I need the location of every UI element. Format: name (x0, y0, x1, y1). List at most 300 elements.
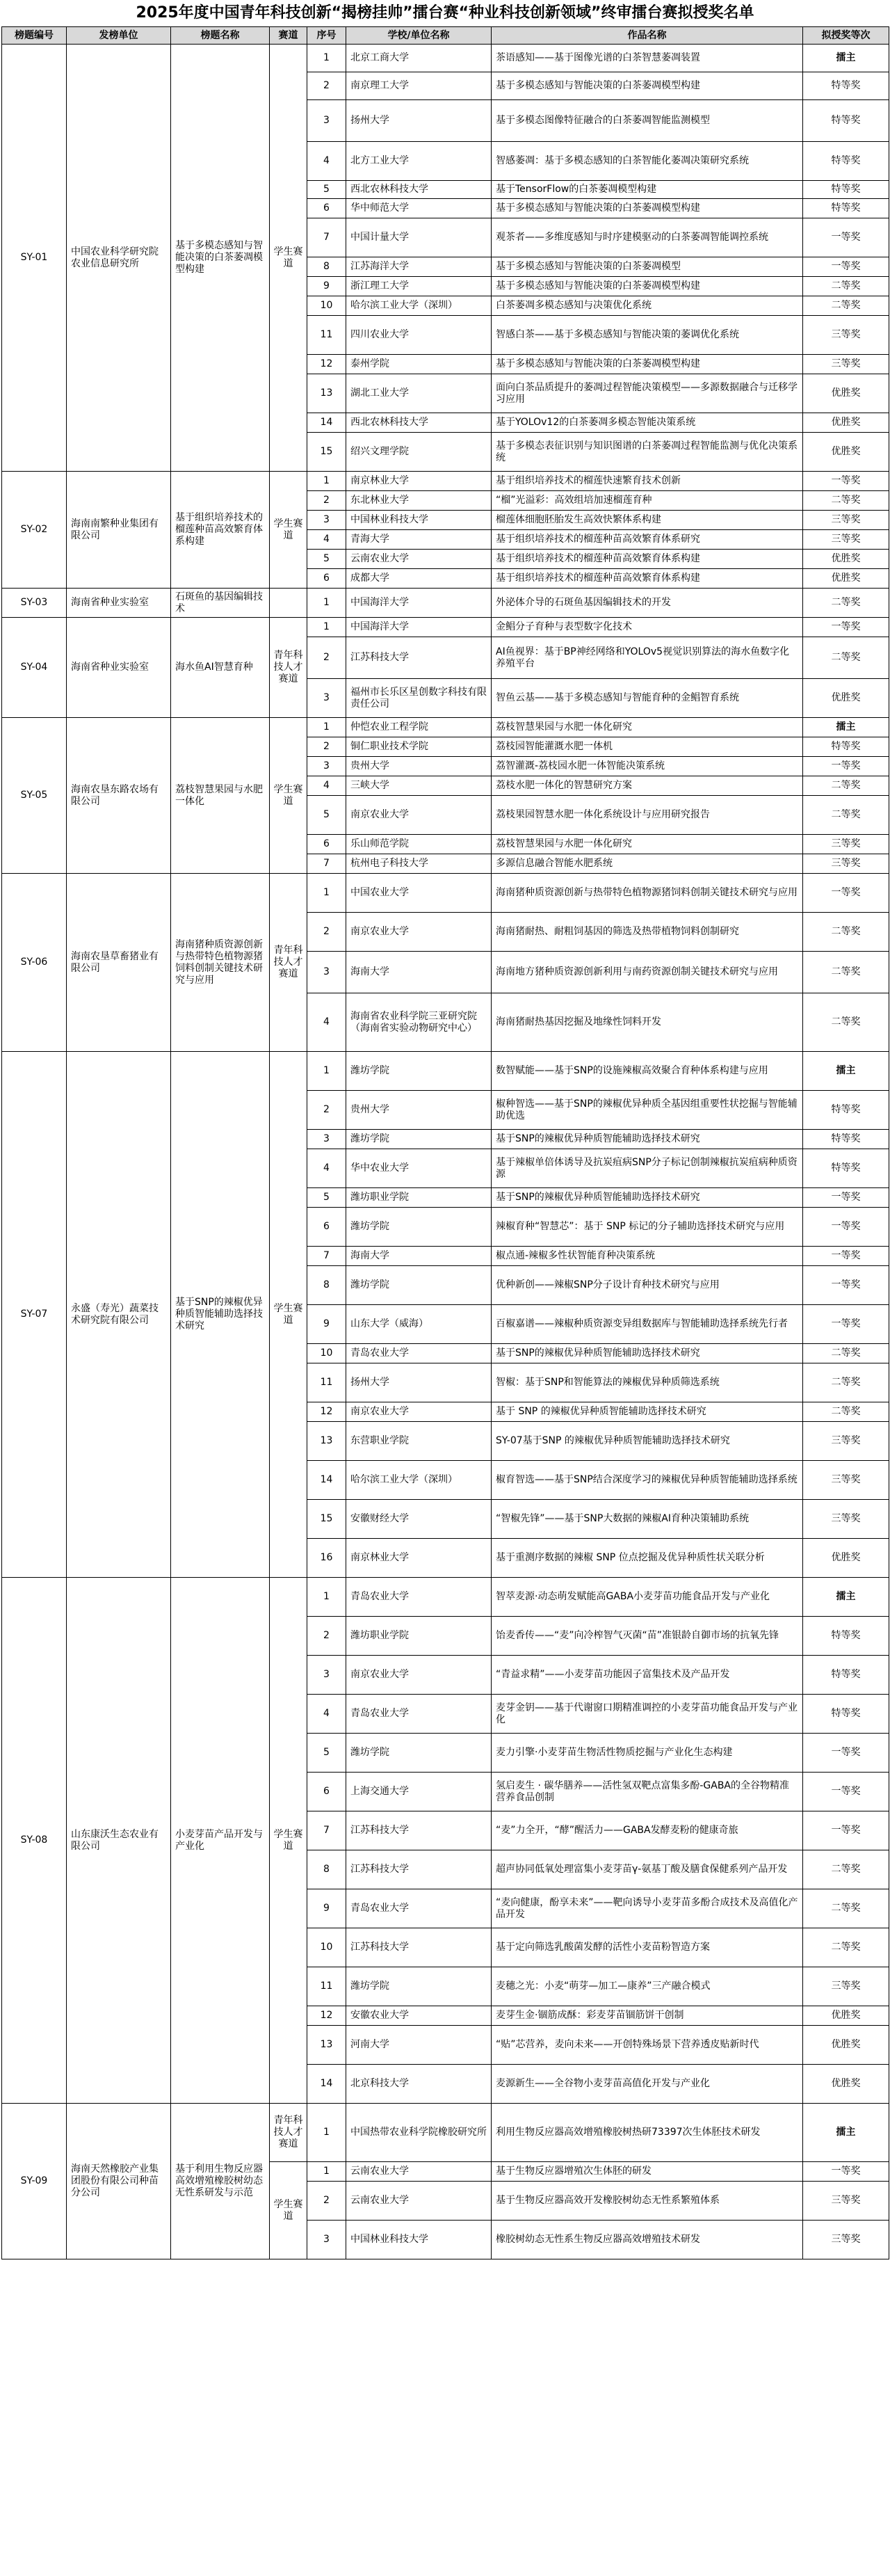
award-cell: 一等奖 (803, 2162, 889, 2182)
index-cell: 2 (307, 737, 346, 757)
school-cell: 乐山师范学院 (346, 835, 492, 854)
school-cell: 西北农林科技大学 (346, 181, 492, 199)
work-cell: 观茶者——多维度感知与时序建模驱动的白茶萎凋智能调控系统 (492, 218, 803, 257)
work-cell: 百椒嘉谱——辣椒种质资源变异组数据库与智能辅助选择系统先行者 (492, 1305, 803, 1344)
index-cell: 4 (307, 993, 346, 1052)
school-cell: 泰州学院 (346, 355, 492, 374)
work-cell: 超声协同低氧处理富集小麦芽苗γ-氨基丁酸及膳食保健系列产品开发 (492, 1850, 803, 1889)
award-cell: 二等奖 (803, 589, 889, 618)
work-cell: 基于TensorFlow的白茶萎凋模型构建 (492, 181, 803, 199)
work-cell: 麦穗之光：小麦“萌芽—加工—康养”三产融合模式 (492, 1967, 803, 2006)
work-cell: 基于SNP的辣椒优异种质智能辅助选择技术研究 (492, 1130, 803, 1149)
award-cell: 优胜奖 (803, 550, 889, 569)
school-cell: 海南大学 (346, 1247, 492, 1266)
work-cell: “榴”光溢彩：高效组培加速榴莲育种 (492, 491, 803, 511)
award-cell: 擂主 (803, 1578, 889, 1617)
school-cell: 青岛农业大学 (346, 1578, 492, 1617)
work-cell: “麦”力全开，“酵”醒活力——GABA发酵麦粉的健康奇旅 (492, 1811, 803, 1850)
index-cell: 6 (307, 1208, 346, 1247)
award-cell: 特等奖 (803, 1617, 889, 1656)
school-cell: 南京农业大学 (346, 1656, 492, 1695)
work-cell: 外泌体介导的石斑鱼基因编辑技术的开发 (492, 589, 803, 618)
index-cell: 12 (307, 2006, 346, 2026)
school-cell: 贵州大学 (346, 1091, 492, 1130)
work-cell: 海南猪耐热、耐粗饲基因的筛选及热带植物饲料创制研究 (492, 913, 803, 952)
index-cell: 13 (307, 2026, 346, 2065)
award-cell: 二等奖 (803, 637, 889, 679)
award-cell: 优胜奖 (803, 2006, 889, 2026)
award-cell: 三等奖 (803, 511, 889, 530)
table-row (2, 472, 889, 491)
work-cell: 面向白茶品质提升的萎凋过程智能决策模型——多源数据融合与迁移学习应用 (492, 374, 803, 413)
school-cell: 哈尔滨工业大学（深圳） (346, 1461, 492, 1500)
work-cell: 氢启麦生 · 碳华膳养——活性氢双靶点富集多酚-GABA的全谷物精准营养食品创制 (492, 1773, 803, 1811)
award-cell: 特等奖 (803, 1656, 889, 1695)
track-cell: 学生赛道 (270, 2162, 307, 2259)
work-cell: “青益求精”——小麦芽苗功能因子富集技术及产品开发 (492, 1656, 803, 1695)
award-cell: 特等奖 (803, 142, 889, 181)
index-cell: 10 (307, 1344, 346, 1363)
school-cell: 浙江理工大学 (346, 277, 492, 296)
work-cell: 椒点通-辣椒多性状智能育种决策系统 (492, 1247, 803, 1266)
school-cell: 铜仁职业技术学院 (346, 737, 492, 757)
issuer-cell: 海南南繁种业集团有限公司 (67, 472, 171, 589)
index-cell: 14 (307, 413, 346, 433)
topic-id-cell: SY-01 (2, 45, 67, 472)
award-cell: 特等奖 (803, 1695, 889, 1734)
issuer-cell: 永盛（寿光）蔬菜技术研究院有限公司 (67, 1052, 171, 1578)
school-cell: 安徽财经大学 (346, 1500, 492, 1539)
work-cell: “麦向健康，酚享未来”——靶向诱导小麦芽苗多酚合成技术及高值化产品开发 (492, 1889, 803, 1928)
award-cell: 二等奖 (803, 1363, 889, 1402)
award-cell: 擂主 (803, 1052, 889, 1091)
school-cell: 青海大学 (346, 530, 492, 550)
track-cell (270, 589, 307, 618)
award-cell: 三等奖 (803, 835, 889, 854)
award-cell: 特等奖 (803, 1130, 889, 1149)
index-cell: 1 (307, 1578, 346, 1617)
school-cell: 潍坊学院 (346, 1208, 492, 1247)
topic-name-cell: 海水鱼AI智慧育种 (171, 618, 270, 718)
award-cell: 三等奖 (803, 1967, 889, 2006)
work-cell: 荔枝智慧果园与水肥一体化研究 (492, 718, 803, 737)
header-topic-name: 榜题名称 (171, 27, 270, 45)
work-cell: AI鱼视界：基于BP神经网络和YOLOv5视觉识别算法的海水鱼数字化养殖平台 (492, 637, 803, 679)
work-cell: 智萃麦源·动态萌发赋能高GABA小麦芽苗功能食品开发与产业化 (492, 1578, 803, 1617)
header-school: 学校/单位名称 (346, 27, 492, 45)
award-cell: 三等奖 (803, 316, 889, 355)
work-cell: 基于组织培养技术的榴莲快速繁育技术创新 (492, 472, 803, 491)
work-cell: 荔枝智慧果园与水肥一体化研究 (492, 835, 803, 854)
index-cell: 5 (307, 1734, 346, 1773)
school-cell: 哈尔滨工业大学（深圳） (346, 296, 492, 316)
school-cell: 杭州电子科技大学 (346, 854, 492, 874)
work-cell: 椒育智选——基于SNP结合深度学习的辣椒优异种质智能辅助选择系统 (492, 1461, 803, 1500)
work-cell: 榴莲体细胞胚胎发生高效快繁体系构建 (492, 511, 803, 530)
work-cell: SY-07基于SNP 的辣椒优异种质智能辅助选择技术研究 (492, 1422, 803, 1461)
work-cell: 基于多模态感知与智能决策的白茶萎凋模型 (492, 257, 803, 277)
work-cell: 基于SNP的辣椒优异种质智能辅助选择技术研究 (492, 1344, 803, 1363)
work-cell: 海南猪耐热基因挖掘及地缘性饲料开发 (492, 993, 803, 1052)
topic-id-cell: SY-07 (2, 1052, 67, 1578)
index-cell: 2 (307, 637, 346, 679)
school-cell: 北京工商大学 (346, 45, 492, 72)
school-cell: 北京科技大学 (346, 2065, 492, 2104)
track-cell: 学生赛道 (270, 1052, 307, 1578)
school-cell: 南京林业大学 (346, 472, 492, 491)
award-cell: 特等奖 (803, 1149, 889, 1188)
school-cell: 扬州大学 (346, 1363, 492, 1402)
index-cell: 2 (307, 491, 346, 511)
index-cell: 4 (307, 1149, 346, 1188)
table-row (2, 2104, 889, 2162)
award-cell: 三等奖 (803, 355, 889, 374)
award-cell: 三等奖 (803, 2182, 889, 2221)
work-cell: 基于YOLOv12的白茶萎凋多模态智能决策系统 (492, 413, 803, 433)
award-cell: 一等奖 (803, 1208, 889, 1247)
track-cell: 青年科技人才赛道 (270, 2104, 307, 2162)
header-work: 作品名称 (492, 27, 803, 45)
award-cell: 三等奖 (803, 2221, 889, 2259)
topic-id-cell: SY-03 (2, 589, 67, 618)
school-cell: 云南农业大学 (346, 550, 492, 569)
school-cell: 北方工业大学 (346, 142, 492, 181)
award-cell: 优胜奖 (803, 374, 889, 413)
track-cell: 学生赛道 (270, 45, 307, 472)
award-cell: 二等奖 (803, 913, 889, 952)
index-cell: 1 (307, 589, 346, 618)
award-cell: 一等奖 (803, 257, 889, 277)
topic-id-cell: SY-08 (2, 1578, 67, 2104)
award-cell: 二等奖 (803, 491, 889, 511)
school-cell: 河南大学 (346, 2026, 492, 2065)
index-cell: 3 (307, 2221, 346, 2259)
award-cell: 二等奖 (803, 1850, 889, 1889)
award-cell: 一等奖 (803, 1773, 889, 1811)
school-cell: 安徽农业大学 (346, 2006, 492, 2026)
award-cell: 二等奖 (803, 1344, 889, 1363)
work-cell: 麦芽金钥——基于代谢窗口期精准调控的小麦芽苗功能食品开发与产业化 (492, 1695, 803, 1734)
school-cell: 贵州大学 (346, 757, 492, 776)
award-cell: 二等奖 (803, 1889, 889, 1928)
table-row (2, 874, 889, 913)
topic-name-cell: 基于多模态感知与智能决策的白茶萎凋模型构建 (171, 45, 270, 472)
issuer-cell: 海南省种业实验室 (67, 589, 171, 618)
issuer-cell: 海南省种业实验室 (67, 618, 171, 718)
award-cell: 特等奖 (803, 199, 889, 218)
school-cell: 湖北工业大学 (346, 374, 492, 413)
work-cell: 基于多模态感知与智能决策的白茶萎凋模型构建 (492, 277, 803, 296)
work-cell: 基于多模态感知与智能决策的白茶萎凋模型构建 (492, 355, 803, 374)
award-cell: 一等奖 (803, 1266, 889, 1305)
work-cell: 麦芽生金·锢筋成酥：彩麦芽苗锢筋饼干创制 (492, 2006, 803, 2026)
school-cell: 青岛农业大学 (346, 1889, 492, 1928)
header-issuer: 发榜单位 (67, 27, 171, 45)
award-cell: 优胜奖 (803, 2065, 889, 2104)
award-cell: 一等奖 (803, 874, 889, 913)
table-row (2, 718, 889, 737)
index-cell: 6 (307, 1773, 346, 1811)
table-row (2, 589, 889, 618)
index-cell: 3 (307, 511, 346, 530)
school-cell: 潍坊学院 (346, 1052, 492, 1091)
work-cell: 基于定向筛选乳酸菌发酵的活性小麦苗粉智造方案 (492, 1928, 803, 1967)
work-cell: 智椒：基于SNP和智能算法的辣椒优异种质筛选系统 (492, 1363, 803, 1402)
topic-name-cell: 基于组织培养技术的榴莲种苗高效繁育体系构建 (171, 472, 270, 589)
index-cell: 1 (307, 1052, 346, 1091)
index-cell: 1 (307, 2104, 346, 2162)
issuer-cell: 山东康沃生态农业有限公司 (67, 1578, 171, 2104)
index-cell: 10 (307, 1928, 346, 1967)
topic-id-cell: SY-02 (2, 472, 67, 589)
school-cell: 南京农业大学 (346, 796, 492, 835)
award-cell: 一等奖 (803, 1734, 889, 1773)
issuer-cell: 中国农业科学研究院农业信息研究所 (67, 45, 171, 472)
index-cell: 4 (307, 1695, 346, 1734)
index-cell: 2 (307, 2182, 346, 2221)
index-cell: 6 (307, 199, 346, 218)
school-cell: 福州市长乐区星创数字科技有限责任公司 (346, 679, 492, 718)
index-cell: 1 (307, 618, 346, 637)
school-cell: 江苏科技大学 (346, 1850, 492, 1889)
school-cell: 南京理工大学 (346, 72, 492, 100)
school-cell: 云南农业大学 (346, 2162, 492, 2182)
school-cell: 成都大学 (346, 569, 492, 589)
work-cell: 茶语感知——基于图像光谱的白茶智慧萎凋装置 (492, 45, 803, 72)
award-cell: 一等奖 (803, 472, 889, 491)
award-cell: 二等奖 (803, 1402, 889, 1422)
award-cell: 擂主 (803, 718, 889, 737)
index-cell: 5 (307, 550, 346, 569)
index-cell: 7 (307, 1247, 346, 1266)
school-cell: 中国热带农业科学院橡胶研究所 (346, 2104, 492, 2162)
issuer-cell: 海南天然橡胶产业集团股份有限公司种苗分公司 (67, 2104, 171, 2259)
index-cell: 11 (307, 1967, 346, 2006)
index-cell: 4 (307, 530, 346, 550)
topic-name-cell: 海南猪种质资源创新与热带特色植物源猪饲料创制关键技术研究与应用 (171, 874, 270, 1052)
header-award: 拟授奖等次 (803, 27, 889, 45)
index-cell: 4 (307, 776, 346, 796)
topic-name-cell: 基于SNP的辣椒优异种质智能辅助选择技术研究 (171, 1052, 270, 1578)
work-cell: 荔枝园智能灌溉水肥一体机 (492, 737, 803, 757)
topic-id-cell: SY-05 (2, 718, 67, 874)
table-row (2, 1578, 889, 1617)
index-cell: 13 (307, 1422, 346, 1461)
school-cell: 潍坊职业学院 (346, 1617, 492, 1656)
school-cell: 扬州大学 (346, 100, 492, 142)
school-cell: 南京农业大学 (346, 913, 492, 952)
index-cell: 3 (307, 1130, 346, 1149)
table-row (2, 1052, 889, 1091)
award-cell: 三等奖 (803, 1461, 889, 1500)
school-cell: 潍坊学院 (346, 1734, 492, 1773)
index-cell: 16 (307, 1539, 346, 1578)
award-cell: 优胜奖 (803, 433, 889, 472)
award-cell: 优胜奖 (803, 413, 889, 433)
school-cell: 云南农业大学 (346, 2182, 492, 2221)
school-cell: 华中师范大学 (346, 199, 492, 218)
work-cell: 智鱼云基——基于多模态感知与智能育种的金鲳智育系统 (492, 679, 803, 718)
award-cell: 特等奖 (803, 737, 889, 757)
index-cell: 14 (307, 2065, 346, 2104)
work-cell: 金鲳分子育种与表型数字化技术 (492, 618, 803, 637)
school-cell: 潍坊学院 (346, 1967, 492, 2006)
track-cell: 学生赛道 (270, 1578, 307, 2104)
work-cell: 基于多模态感知与智能决策的白茶萎凋模型构建 (492, 199, 803, 218)
work-cell: 海南地方猪种质资源创新利用与南药资源创制关键技术研究与应用 (492, 952, 803, 993)
index-cell: 5 (307, 796, 346, 835)
work-cell: 白茶萎凋多模态感知与决策优化系统 (492, 296, 803, 316)
award-cell: 一等奖 (803, 757, 889, 776)
school-cell: 中国计量大学 (346, 218, 492, 257)
award-cell: 优胜奖 (803, 679, 889, 718)
work-cell: “贴”芯营养，麦向未来——开创特殊场景下营养透皮贴新时代 (492, 2026, 803, 2065)
topic-name-cell: 荔枝智慧果园与水肥一体化 (171, 718, 270, 874)
school-cell: 南京农业大学 (346, 1402, 492, 1422)
work-cell: 基于组织培养技术的榴莲种苗高效繁育体系研究 (492, 530, 803, 550)
work-cell: 橡胶树幼态无性系生物反应器高效增殖技术研发 (492, 2221, 803, 2259)
topic-id-cell: SY-06 (2, 874, 67, 1052)
award-cell: 二等奖 (803, 796, 889, 835)
topic-id-cell: SY-09 (2, 2104, 67, 2259)
award-cell: 二等奖 (803, 277, 889, 296)
index-cell: 5 (307, 1188, 346, 1208)
award-cell: 一等奖 (803, 618, 889, 637)
index-cell: 9 (307, 277, 346, 296)
work-cell: 基于组织培养技术的榴莲种苗高效繁育体系构建 (492, 550, 803, 569)
school-cell: 南京林业大学 (346, 1539, 492, 1578)
award-cell: 优胜奖 (803, 2026, 889, 2065)
school-cell: 绍兴文理学院 (346, 433, 492, 472)
award-cell: 擂主 (803, 45, 889, 72)
work-cell: 基于生物反应器高效开发橡胶树幼态无性系繁殖体系 (492, 2182, 803, 2221)
award-cell: 三等奖 (803, 1422, 889, 1461)
work-cell: 基于重测序数据的辣椒 SNP 位点挖掘及优异种质性状关联分析 (492, 1539, 803, 1578)
table-row (2, 45, 889, 72)
index-cell: 3 (307, 952, 346, 993)
index-cell: 13 (307, 374, 346, 413)
work-cell: 基于SNP的辣椒优异种质智能辅助选择技术研究 (492, 1188, 803, 1208)
index-cell: 1 (307, 472, 346, 491)
index-cell: 2 (307, 1091, 346, 1130)
index-cell: 15 (307, 1500, 346, 1539)
work-cell: 麦源新生——全谷物小麦芽苗高值化开发与产业化 (492, 2065, 803, 2104)
index-cell: 6 (307, 835, 346, 854)
work-cell: 荔枝果园智慧水肥一体化系统设计与应用研究报告 (492, 796, 803, 835)
index-cell: 3 (307, 1656, 346, 1695)
award-cell: 二等奖 (803, 1928, 889, 1967)
school-cell: 青岛农业大学 (346, 1695, 492, 1734)
award-cell: 一等奖 (803, 1305, 889, 1344)
award-cell: 特等奖 (803, 181, 889, 199)
work-cell: 基于多模态图像特征融合的白茶萎凋智能监测模型 (492, 100, 803, 142)
work-cell: 基于多模态表征识别与知识图谱的白茶萎凋过程智能监测与优化决策系统 (492, 433, 803, 472)
school-cell: 四川农业大学 (346, 316, 492, 355)
index-cell: 9 (307, 1305, 346, 1344)
topic-name-cell: 基于利用生物反应器高效增殖橡胶树幼态无性系研发与示范 (171, 2104, 270, 2259)
school-cell: 山东大学（威海） (346, 1305, 492, 1344)
school-cell: 华中农业大学 (346, 1149, 492, 1188)
work-cell: 基于多模态感知与智能决策的白茶萎凋模型构建 (492, 72, 803, 100)
school-cell: 中国海洋大学 (346, 589, 492, 618)
work-cell: 智感白茶——基于多模态感知与智能决策的萎调优化系统 (492, 316, 803, 355)
work-cell: 麦力引擎·小麦芽苗生物活性物质挖掘与产业化生态构建 (492, 1734, 803, 1773)
school-cell: 海南省农业科学院三亚研究院（海南省实验动物研究中心） (346, 993, 492, 1052)
index-cell: 3 (307, 100, 346, 142)
index-cell: 12 (307, 355, 346, 374)
award-cell: 优胜奖 (803, 1539, 889, 1578)
school-cell: 中国农业大学 (346, 874, 492, 913)
award-cell: 优胜奖 (803, 569, 889, 589)
work-cell: 智感萎凋：基于多模态感知的白茶智能化萎凋决策研究系统 (492, 142, 803, 181)
index-cell: 8 (307, 1850, 346, 1889)
topic-name-cell: 石斑鱼的基因编辑技术 (171, 589, 270, 618)
award-cell: 特等奖 (803, 72, 889, 100)
school-cell: 海南大学 (346, 952, 492, 993)
school-cell: 潍坊职业学院 (346, 1188, 492, 1208)
index-cell: 7 (307, 1811, 346, 1850)
index-cell: 12 (307, 1402, 346, 1422)
work-cell: 海南猪种质资源创新与热带特色植物源猪饲料创制关键技术研究与应用 (492, 874, 803, 913)
award-cell: 三等奖 (803, 1500, 889, 1539)
index-cell: 1 (307, 874, 346, 913)
work-cell: 椒种智选——基于SNP的辣椒优异种质全基因组重要性状挖掘与智能辅助优选 (492, 1091, 803, 1130)
index-cell: 2 (307, 1617, 346, 1656)
school-cell: 中国林业科技大学 (346, 511, 492, 530)
award-cell: 一等奖 (803, 1247, 889, 1266)
index-cell: 1 (307, 2162, 346, 2182)
index-cell: 2 (307, 72, 346, 100)
index-cell: 15 (307, 433, 346, 472)
index-cell: 3 (307, 757, 346, 776)
school-cell: 中国海洋大学 (346, 618, 492, 637)
header-track: 赛道 (270, 27, 307, 45)
index-cell: 1 (307, 45, 346, 72)
header-index: 序号 (307, 27, 346, 45)
work-cell: 多源信息融合智能水肥系统 (492, 854, 803, 874)
award-cell: 一等奖 (803, 1188, 889, 1208)
index-cell: 1 (307, 718, 346, 737)
issuer-cell: 海南农垦东路农场有限公司 (67, 718, 171, 874)
index-cell: 7 (307, 854, 346, 874)
award-cell: 二等奖 (803, 776, 889, 796)
header-row (2, 27, 889, 45)
index-cell: 14 (307, 1461, 346, 1500)
index-cell: 9 (307, 1889, 346, 1928)
issuer-cell: 海南农垦草畜猪业有限公司 (67, 874, 171, 1052)
school-cell: 潍坊学院 (346, 1130, 492, 1149)
award-cell: 二等奖 (803, 993, 889, 1052)
award-cell: 二等奖 (803, 296, 889, 316)
award-cell: 特等奖 (803, 100, 889, 142)
page-title: 2025年度中国青年科技创新“揭榜挂帅”擂台赛“种业科技创新领域”终审擂台赛拟授奖名单 (136, 4, 754, 22)
work-cell: 基于生物反应器增殖次生体胚的研发 (492, 2162, 803, 2182)
award-cell: 擂主 (803, 2104, 889, 2162)
index-cell: 6 (307, 569, 346, 589)
track-cell: 青年科技人才赛道 (270, 874, 307, 1052)
work-cell: “智椒先锋”——基于SNP大数据的辣椒AI育种决策辅助系统 (492, 1500, 803, 1539)
table-row (2, 618, 889, 637)
index-cell: 11 (307, 316, 346, 355)
school-cell: 潍坊学院 (346, 1266, 492, 1305)
index-cell: 7 (307, 218, 346, 257)
work-cell: 优种新创——辣椒SNP分子设计育种技术研究与应用 (492, 1266, 803, 1305)
header-topic-id: 榜题编号 (2, 27, 67, 45)
school-cell: 东北林业大学 (346, 491, 492, 511)
school-cell: 青岛农业大学 (346, 1344, 492, 1363)
award-cell: 一等奖 (803, 1811, 889, 1850)
school-cell: 仲恺农业工程学院 (346, 718, 492, 737)
